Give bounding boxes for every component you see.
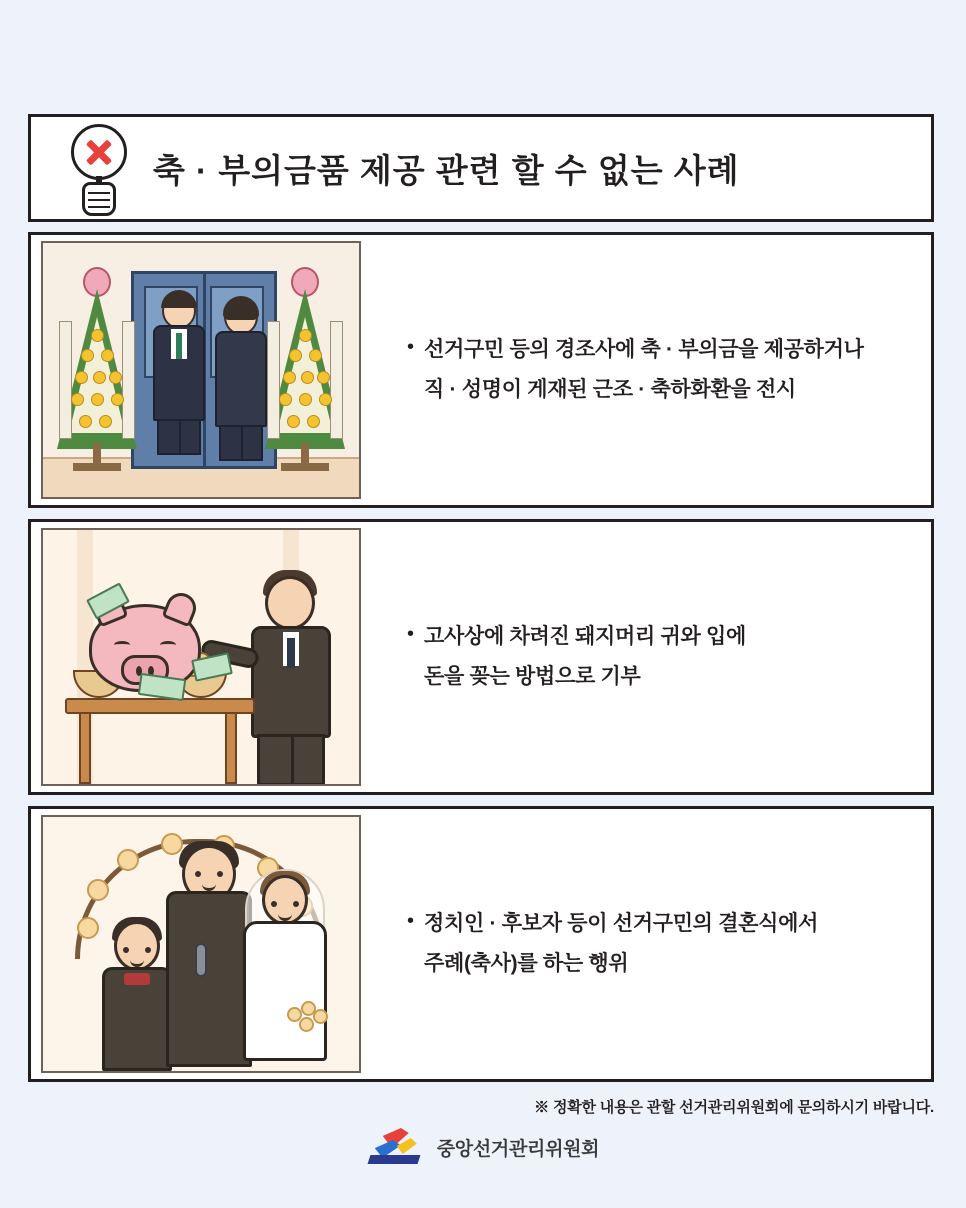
prohibition-hand-icon [65,122,137,214]
case-text [361,809,931,1079]
footer-logo [0,1126,966,1168]
case-row [28,519,934,795]
nec-logo-icon [367,1126,425,1168]
wreath-right-graphic [259,267,351,467]
pig-head-money-illustration [41,528,361,786]
bullet-marker: • [407,623,415,645]
case-text [361,522,931,792]
bullet-marker: • [407,336,415,358]
case-line-2: 돈을 꽂는 방법으로 기부 [424,665,641,688]
funeral-wreath-illustration [41,241,361,499]
footer-note: ※ 정확한 내용은 관할 선거관리위원회에 문의하시기 바랍니다. [534,1099,934,1116]
wreath-left-graphic [51,267,143,467]
bullet-marker: • [407,910,415,932]
wedding-ceremony-illustration [41,815,361,1073]
microphone-icon [195,943,207,977]
donor-man-figure [239,566,343,786]
mourner-man-figure [151,293,207,461]
bride-figure [237,875,333,1071]
case-line-2: 직 · 성명이 게재된 근조 · 축하화환을 전시 [424,378,796,401]
page-title: 축 · 부의금품 제공 관련 할 수 없는 사례 [153,151,740,189]
case-row [28,232,934,508]
case-line-1: 정치인 · 후보자 등이 선거구민의 결혼식에서 [424,912,819,935]
case-line-1: 선거구민 등의 경조사에 축 · 부의금을 제공하거나 [424,338,864,361]
bouquet-graphic [287,1001,331,1037]
case-row [28,806,934,1082]
header-banner [28,114,934,222]
organization-name: 중앙선거관리위원회 [436,1138,600,1160]
case-text [361,235,931,505]
case-line-2: 주례(축사)를 하는 행위 [424,952,629,975]
case-line-1: 고사상에 차려진 돼지머리 귀와 입에 [424,625,746,648]
